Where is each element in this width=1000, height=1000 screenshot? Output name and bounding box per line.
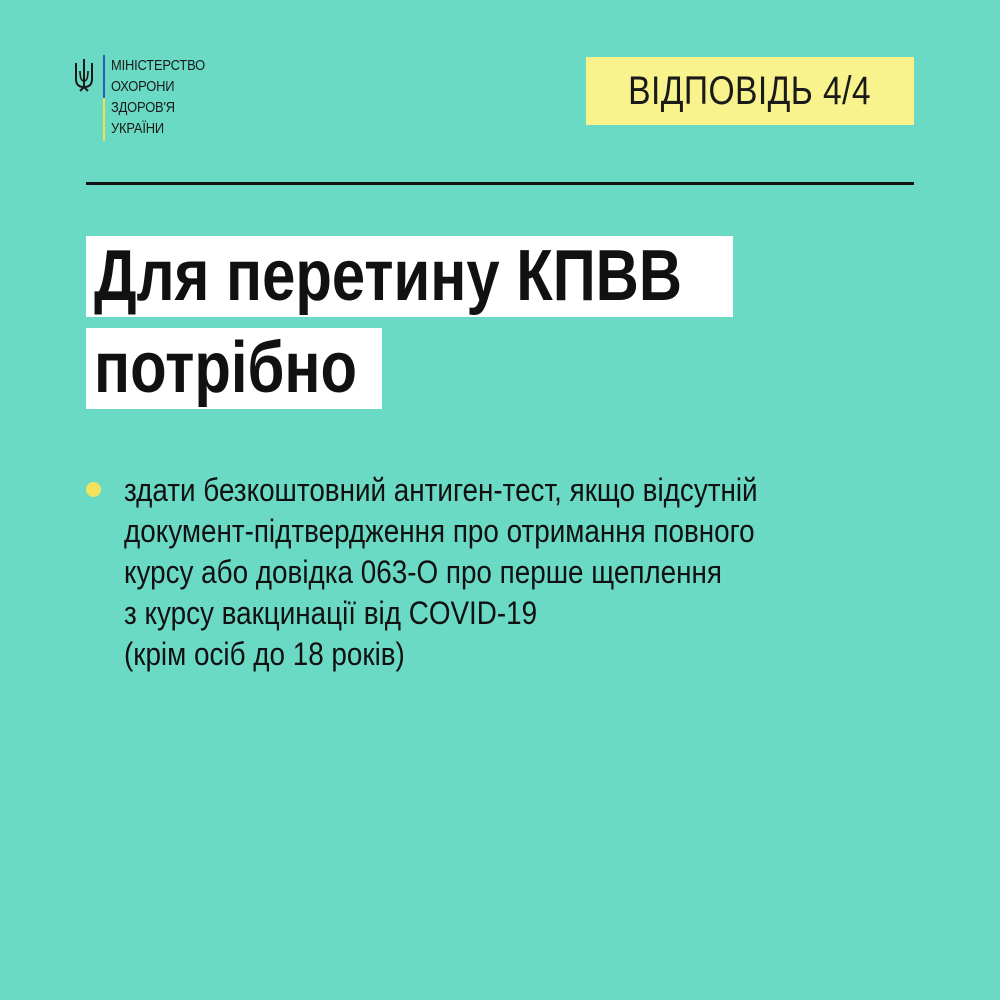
answer-badge-label: ВІДПОВІДЬ 4/4	[628, 68, 872, 113]
ministry-name-line: ЗДОРОВ'Я	[111, 99, 175, 116]
ministry-name-line: МІНІСТЕРСТВО	[111, 57, 205, 74]
ministry-logo	[73, 55, 220, 141]
header-divider	[86, 182, 914, 185]
logo-divider-bar	[103, 55, 105, 141]
bullet-text: здати безкоштовний антиген-тест, якщо відсутній документ-підтвердження про отримання повного курсу або довідка 063-О про перше щеплення з курсу вакцинації від COVID-19 (крім осіб до 18 років)	[124, 472, 758, 672]
answer-badge	[586, 57, 914, 125]
ministry-name-line: ОХОРОНИ	[111, 78, 175, 95]
trident-icon	[73, 57, 95, 93]
headline-line-1-text: Для перетину КПВВ	[94, 236, 682, 316]
headline-line-2-text: потрібно	[94, 328, 358, 408]
headline-line-2	[86, 328, 382, 409]
headline-line-1	[86, 236, 733, 317]
bullet-list	[86, 470, 916, 675]
list-item	[86, 470, 916, 675]
headline	[86, 236, 786, 420]
ministry-name-line: УКРАЇНИ	[111, 120, 165, 137]
ministry-name	[111, 55, 205, 139]
bullet-dot-icon	[86, 482, 101, 497]
